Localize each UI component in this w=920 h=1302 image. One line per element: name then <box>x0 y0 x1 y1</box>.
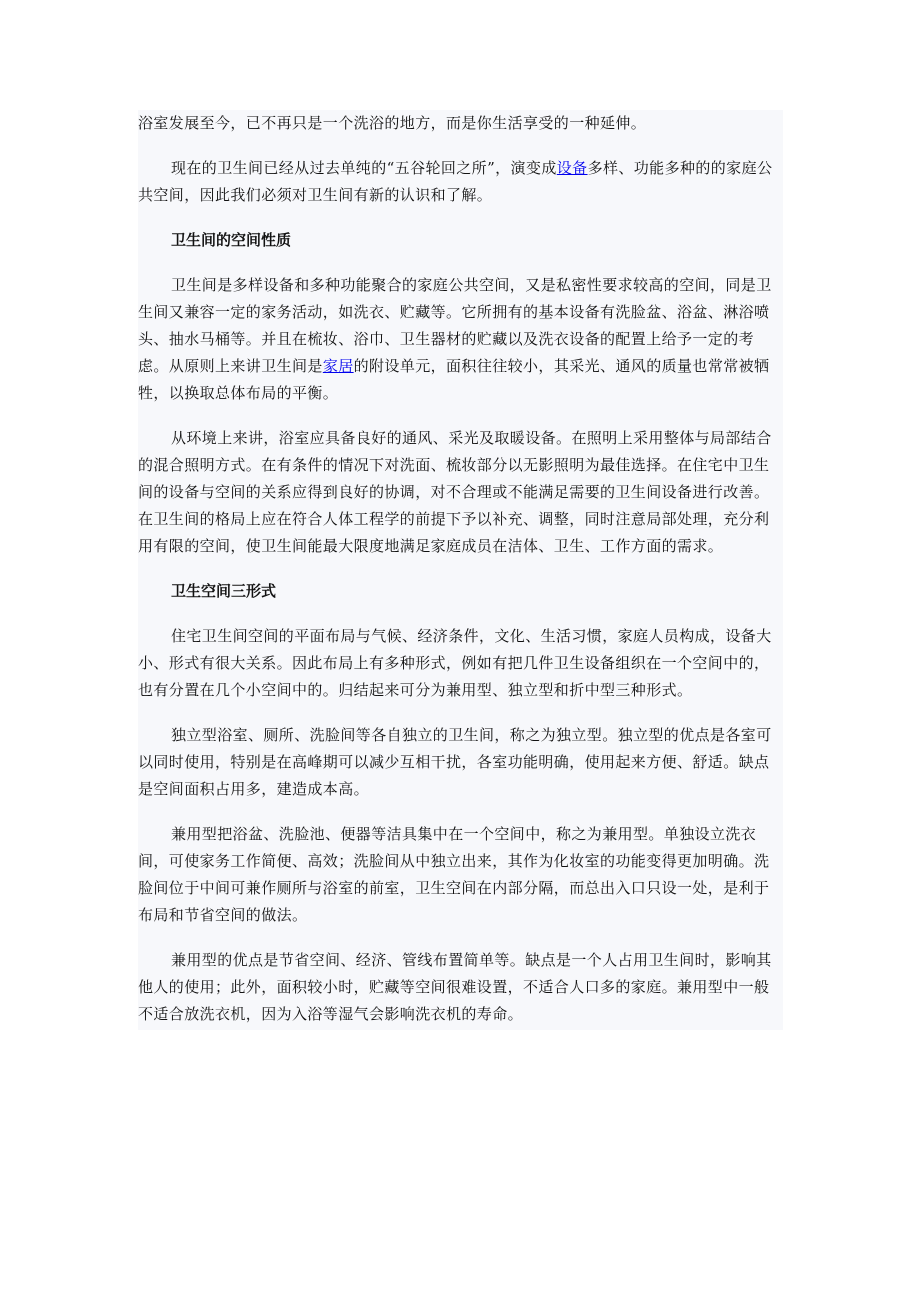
paragraph-text: 多样、功能多种的的家庭公共空间，因此我们必须对卫生间有新的认识和了解。 <box>138 159 773 204</box>
paragraph-combined: 兼用型把浴盆、洗脸池、便器等洁具集中在一个空间中，称之为兼用型。单独设立洗衣间，可使家务工作简便、高效；洗脸间从中独立出来，其作为化妆室的功能变得更加明确。洗脸间位于中间可兼作厕所与浴室的前室，卫生空间在内部分隔，而总出入口只设一处，是利于布局和节省空间的做法。 <box>138 825 770 924</box>
article-body <box>138 110 783 1030</box>
paragraph-layout: 住宅卫生间空间的平面布局与气候、经济条件，文化、生活习惯，家庭人员构成，设备大小、形式有很大关系。因此布局上有多种形式，例如有把几件卫生设备组织在一个空间中的，也有分置在几个小空间中的。归结起来可分为兼用型、独立型和折中型三种形式。 <box>138 627 772 699</box>
link-equipment[interactable]: 设备 <box>556 159 588 177</box>
paragraph-text: 现在的卫生间已经从过去单纯的“五谷轮回之所”，演变成 <box>171 159 557 177</box>
paragraph-environment: 从环境上来讲，浴室应具备良好的通风、采光及取暖设备。在照明上采用整体与局部结合的混合照明方式。在有条件的情况下对洗面、梳妆部分以无影照明为最佳选择。在住宅中卫生间的设备与空间的关系应得到良好的协调，对不合理或不能满足需要的卫生间设备进行改善。在卫生间的格局上应在符合人体工程学的前提下予以补充、调整，同时注意局部处理，充分利用有限的空间，使卫生间能最大限度地满足家庭成员在洁体、卫生、工作方面的需求。 <box>138 429 772 555</box>
paragraph-text: 的附设单元，面积往往较小，其采光、通风的质量也常常被牺牲，以换取总体布局的平衡。 <box>138 357 770 402</box>
paragraph-combined-pros-cons: 兼用型的优点是节省空间、经济、管线布置简单等。缺点是一个人占用卫生间时，影响其他人的使用；此外，面积较小时，贮藏等空间很难设置，不适合人口多的家庭。兼用型中一般不适合放洗衣机，因为入浴等湿气会影响洗衣机的寿命。 <box>138 951 772 1023</box>
paragraph-nature <box>138 272 783 407</box>
section-heading-forms: 卫生空间三形式 <box>171 582 277 600</box>
paragraph-text: 卫生间是多样设备和多种功能聚合的家庭公共空间，又是私密性要求较高的空间，同是卫生间又兼容一定的家务活动，如洗衣、贮藏等。它所拥有的基本设备有洗脸盆、浴盆、淋浴喷头、抽水马桶等。并且在梳妆、浴巾、卫生器材的贮藏以及洗衣设备的配置上给予一定的考虑。从原则上来讲卫生间是 <box>138 276 772 375</box>
section-heading-nature: 卫生间的空间性质 <box>171 231 292 249</box>
link-home[interactable]: 家居 <box>322 357 354 375</box>
paragraph-evolution <box>138 155 783 209</box>
paragraph-independent: 独立型浴室、厕所、洗脸间等各自独立的卫生间，称之为独立型。独立型的优点是各室可以同时使用，特别是在高峰期可以减少互相干扰，各室功能明确，使用起来方便、舒适。缺点是空间面积占用多，建造成本高。 <box>138 726 772 798</box>
paragraph-intro: 浴室发展至今，已不再只是一个洗浴的地方，而是你生活享受的一种延伸。 <box>138 114 647 132</box>
